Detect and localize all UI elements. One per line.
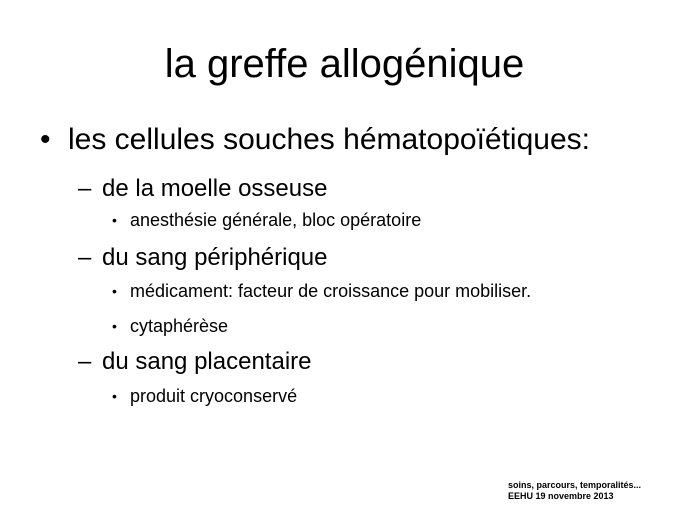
dash-marker: – [78, 348, 92, 375]
detail-text: produit cryoconservé [130, 386, 298, 406]
footer-line: EEHU 19 novembre 2013 [508, 491, 614, 501]
dash-marker: – [78, 175, 92, 202]
bullet-marker: • [112, 212, 117, 228]
bullet-marker: • [40, 123, 51, 156]
bullet-marker: • [112, 283, 117, 299]
source-label: du sang placentaire [102, 348, 312, 375]
source-label: du sang périphérique [102, 244, 328, 271]
detail-text: médicament: facteur de croissance pour mobiliser. [130, 281, 532, 301]
dash-marker: – [78, 244, 92, 271]
source-label: de la moelle osseuse [102, 175, 328, 202]
detail-text: cytaphérèse [130, 316, 229, 336]
detail-text: anesthésie générale, bloc opératoire [130, 210, 422, 230]
bullet-marker: • [112, 318, 117, 334]
slide-footer [508, 480, 641, 502]
footer-line: soins, parcours, temporalités... [508, 480, 642, 490]
bullet-marker: • [112, 388, 117, 404]
slide-title: la greffe allogénique [164, 42, 525, 86]
main-bullet-text: les cellules souches hématopoïétiques: [68, 123, 590, 156]
